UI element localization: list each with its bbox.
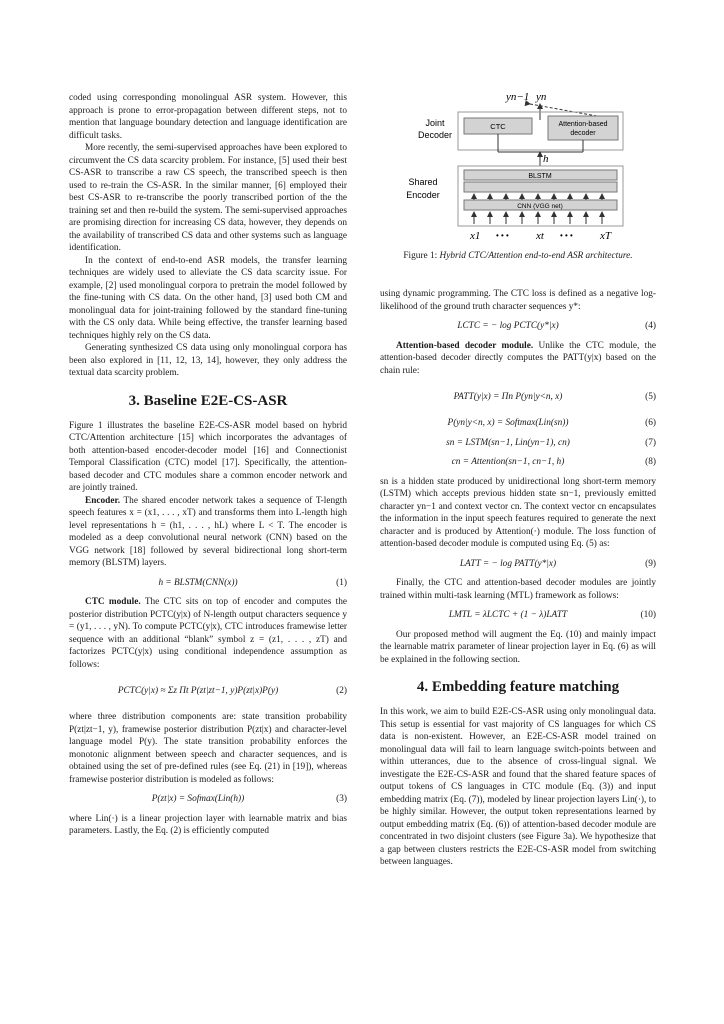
shared-encoder-label-1: Shared (408, 177, 438, 187)
equation-4 (380, 320, 656, 333)
equation-body: P(yn|y<n, x) = Softmax(Lin(sn)) (447, 418, 569, 428)
paragraph (69, 495, 347, 570)
equation-body: h = BLSTM(CNN(x)) (158, 577, 238, 588)
equation-body: P(zt|x) = Sofmax(Lin(h)) (151, 794, 245, 804)
equation-number: (4) (645, 321, 656, 331)
paragraph: In this work, we aim to build E2E-CS-ASR using only monolingual data. This setup is essential for vast majority of CS languages for which CS data is non-existent. However, an E2E-CS-ASR model trained on monolingual data will fail to learn language switch-points between and within utterances, due to the absence of cross-lingual signal. We investigate the E2E-CS-ASR and found that the shared feature spaces of output tokens of CS languages in CTC module (Eq. (3)) and input embedding matrix (Eq. (7)), modeled by linear projection layers Lin(·), to be highly similar. However, the output token representations learned by output embedding matrix (Eq. (6)) of attention-based decoder module are concentrated in two disjoint clusters (see Figure 3a). We hypothesize that a gap between clusters restricts the E2E-CS-ASR model from switching between languages. (380, 707, 656, 867)
equation-body: PATT(y|x) = Πn P(yn|y<n, x) (453, 391, 563, 402)
equation-number: (3) (336, 794, 347, 804)
equation-10 (380, 609, 656, 622)
equation-number: (2) (336, 685, 347, 696)
equation-body: sn = LSTM(sn−1, Lin(yn−1), cn) (446, 437, 570, 448)
equation-number: (9) (645, 558, 656, 569)
paragraph (380, 340, 656, 378)
input-xT: xT (600, 230, 611, 242)
equation-number: (8) (645, 457, 656, 467)
blstm-box-2 (464, 182, 617, 192)
paragraph-body: The CTC sits on top of encoder and computes the posterior distribution PCTC(y|x) of N-length output characters sequence y = (y1, . . . , yN). To compute PCTC(y|x), CTC introduces framewise letter sequence with an additional “blank” symbol z = (z1, . . . , zT) and factorizes PCTC(y|x) using conditional independence assumption as follows: (69, 597, 348, 670)
figure-1 (380, 88, 656, 268)
equation-8 (380, 456, 656, 469)
paragraph (69, 596, 347, 671)
equation-body: PCTC(y|x) ≈ Σz Πt P(zt|zt−1, y)P(zt|x)P(y) (117, 685, 279, 696)
attention-label-2: decoder (570, 130, 596, 137)
joint-decoder-label-1: Joint (425, 118, 445, 128)
paragraph: where Lin(·) is a linear projection layer with learnable matrix and bias parameters. Lastly, the Eq. (2) is efficiently computed (69, 813, 347, 836)
equation-2 (69, 678, 347, 704)
section-heading: 4. Embedding feature matching (416, 679, 620, 695)
paragraph: coded using corresponding monolingual ASR system. However, this approach is prone to error-propagation between different steps, not to mention that language boundary detection and language identification are difficult tasks. (69, 93, 347, 141)
paragraph: In the context of end-to-end ASR models, the transfer learning techniques are widely used to alleviate the CS data scarcity issue. For example, [2] used monolingual corpora to pretrain the model followed by the fine-tuning with CS data. On the other hand, [3] used both CM and monolingual data for joint-training followed by the standard fine-tuning with the CS only data. While being effective, the transfer learning based techniques highly rely on the CS data. (69, 255, 347, 341)
equation-body: LMTL = λLCTC + (1 − λ)LATT (448, 610, 568, 620)
paragraph: sn is a hidden state produced by unidirectional long short-term memory (LSTM) which accepts previous hidden state sn−1, previously emitted character yn−1 and context vector cn. The context vector cn encapsulates the information in the input speech features required to generate the next character and is produced by Attention(·) module. The loss function of attention-based decoder module is computed using Eq. (5) as: (380, 476, 656, 549)
ellipsis-2: • • • (560, 231, 573, 240)
caption-lead: Figure 1: (403, 251, 438, 261)
paragraph: More recently, the semi-supervised approaches have been explored to circumvent the CS data scarcity problem. For instance, [5] used their best CS-ASR to transcribe a raw CS speech, the transcribed speech is then used to re-train the CS-ASR. In the similar manner, [6] employed their best CS-ASR to re-transcribe the poorly transcribed portion of the the training set and then re-build the system. The semi-supervised approaches are promising direction for increasing CS data, however, they depends on the availability of transcribed CS data and other systems such as language identification. (69, 143, 347, 253)
paragraph: Generating synthesized CS data using only monolingual corpora has been also explored in [11, 12, 13, 14], however, they only address the textual data scarcity problem. (69, 343, 347, 378)
paragraph-lead: CTC module. (85, 597, 141, 607)
equation-number: (6) (645, 418, 656, 428)
paragraph-lead: Encoder. (85, 495, 121, 506)
equation-number: (1) (336, 577, 347, 588)
section-heading: 3. Baseline E2E-CS-ASR (128, 392, 288, 409)
equation-5 (380, 384, 656, 410)
ellipsis-1: • • • (496, 231, 509, 240)
equation-7 (380, 437, 656, 450)
equation-number: (7) (645, 437, 656, 448)
equation-body: LATT = − log PATT(y*|x) (459, 558, 557, 569)
equation-number: (5) (645, 391, 656, 402)
cnn-label: CNN (VGG net) (517, 203, 563, 210)
left-column (69, 92, 347, 838)
paragraph: Figure 1 illustrates the baseline E2E-CS-ASR model based on hybrid CTC/Attention architecture [15] which incorporates the advantages of both attention-based encoder-decoder model [16] and Connectionist Temporal Classification (CTC) model [17]. Specifically, the attention-based decoder and CTC modules share a common encoder network and are jointly trained. (69, 420, 347, 493)
output-yn-1: yn−1 (506, 91, 530, 103)
paragraph: using dynamic programming. The CTC loss is defined as a negative log-likelihood of the ground truth character sequences y*: (380, 289, 656, 312)
blstm-label: BLSTM (528, 173, 552, 180)
attention-label-1: Attention-based (558, 121, 608, 128)
paragraph-lead: Attention-based decoder module. (396, 340, 534, 351)
h-label: h (543, 153, 549, 165)
equation-number: (10) (640, 610, 656, 620)
paragraph: where three distribution components are: state transition probability P(zt|zt−1, y), framewise posterior distribution P(zt|x) and character-level language model P(y). The state transition probability enforces the monotonic alignment between speech and character sequences, and is obtained using the set of pre-defined rules (see Eq. (21) in [19]), whereas framewise posterior distribution is modeled as follows: (69, 712, 347, 785)
equation-6 (380, 417, 656, 430)
joint-decoder-label-2: Decoder (417, 130, 453, 140)
equation-3 (69, 793, 347, 806)
equation-1 (69, 577, 347, 590)
figure-caption (380, 250, 656, 262)
shared-encoder-label-2: Encoder (406, 190, 440, 200)
right-column (380, 288, 656, 869)
equation-body: cn = Attention(sn−1, cn−1, h) (451, 457, 565, 467)
paragraph: Our proposed method will augment the Eq. (10) and mainly impact the learnable matrix parameter of linear projection layer in Eq. (6) as will be explained in the following section. (380, 629, 656, 665)
ctc-label: CTC (490, 122, 506, 131)
paragraph-body: The shared encoder network takes a sequence of T-length speech features x = (x1, . . . , xT) and transforms them into L-length high level representations h = (h1, . . . , hL) where L < T. The encoder is modeled as a deep convolutional neural network (CNN) based on the VGG network [18] followed by several bidirectional long short-term memory (BLSTM) layers. (69, 495, 348, 568)
input-x1: x1 (470, 230, 481, 242)
equation-9 (380, 558, 656, 571)
output-yn: yn (536, 91, 547, 103)
equation-body: LCTC = − log PCTC(y*|x) (457, 321, 559, 331)
paragraph-body: Unlike the CTC module, the attention-based decoder directly computes the PATT(y|x) based on the chain rule: (380, 340, 656, 376)
input-xt: xt (536, 230, 544, 242)
paragraph: Finally, the CTC and attention-based decoder modules are jointly trained within multi-task learning (MTL) framework as follows: (380, 578, 656, 601)
caption-text: Hybrid CTC/Attention end-to-end ASR architecture. (439, 251, 633, 261)
architecture-diagram (380, 88, 656, 248)
